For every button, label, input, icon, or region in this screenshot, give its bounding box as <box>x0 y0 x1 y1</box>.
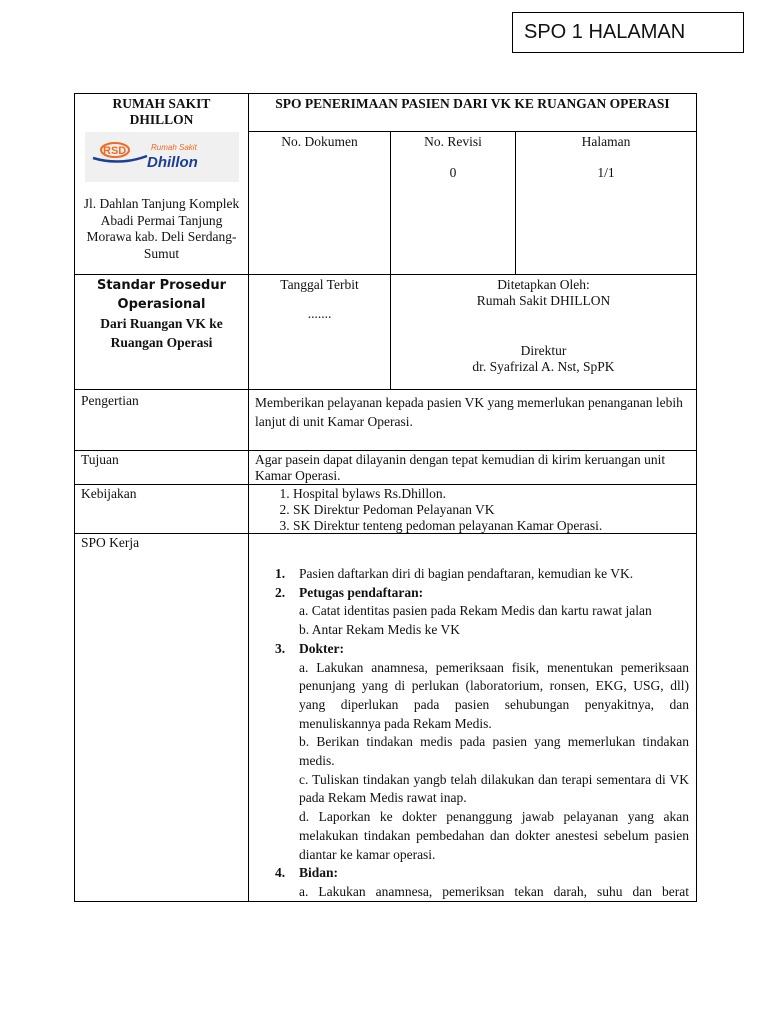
hospital-address: Jl. Dahlan Tanjung Komplek Abadi Permai Tanjung Morawa kab. Deli Serdang-Sumut <box>83 196 240 261</box>
spo-kerja-steps <box>275 565 689 902</box>
sop-label-line1: Standar Prosedur <box>96 278 227 293</box>
hospital-logo <box>85 132 239 182</box>
step-4 <box>275 864 689 883</box>
step-3-b: b. Berikan tindakan medis pada pasien yang memerlukan tindakan medis. <box>299 734 689 769</box>
doc-title: SPO PENERIMAAN PASIEN DARI VK KE RUANGAN OPERASI <box>275 96 670 111</box>
pengertian-text-cell <box>248 389 697 451</box>
spo-kerja-label: SPO Kerja <box>81 535 140 550</box>
step-number: 4. <box>275 865 286 881</box>
step-3-d: d. Laporkan ke dokter penanggung jawab pelayanan yang akan melakukan tindakan pembedahan dan dokter anestesi sebelum pasien diantar ke kamar operasi. <box>299 809 689 862</box>
pengertian-text: Memberikan pelayanan kepada pasien VK yang memerlukan penanganan lebih lanjut di unit Kamar Operasi. <box>255 395 683 429</box>
ditetapkan-org: Rumah Sakit DHILLON <box>476 293 611 308</box>
step-title: Bidan: <box>299 865 339 881</box>
step-2-a: a. Catat identitas pasien pada Rekam Medis dan kartu rawat jalan <box>299 603 652 619</box>
direktur-title: Direktur <box>520 343 567 358</box>
step-1 <box>275 565 689 584</box>
tujuan-label: Tujuan <box>81 452 119 467</box>
spo-halaman-label: SPO 1 HALAMAN <box>512 12 744 53</box>
no-revisi-label: No. Revisi <box>424 134 482 149</box>
step-number: 1. <box>275 566 286 581</box>
pengertian-label-cell <box>74 389 249 451</box>
direktur-name: dr. Syafrizal A. Nst, SpPK <box>472 359 615 374</box>
sop-subtitle-line2: Ruangan Operasi <box>110 335 213 350</box>
ditetapkan-cell <box>390 274 697 390</box>
halaman-value: 1/1 <box>597 165 615 180</box>
logo-brand: Dhillon <box>146 154 198 171</box>
step-3 <box>275 640 689 659</box>
no-revisi-value: 0 <box>449 165 457 180</box>
step-number: 2. <box>275 584 286 600</box>
no-revisi-cell <box>390 131 516 275</box>
kebijakan-item: 2. SK Direktur Pedoman Pelayanan VK <box>293 502 696 518</box>
kebijakan-item: 1. Hospital bylaws Rs.Dhillon. <box>293 486 696 502</box>
halaman-label: Halaman <box>581 134 631 149</box>
sop-label-line2: Operasional <box>117 297 206 312</box>
spo-kerja-label-cell <box>74 533 249 902</box>
step-2 <box>275 584 689 603</box>
kebijakan-item: 3. SK Direktur tenteng pedoman pelayanan Kamar Operasi. <box>293 518 696 534</box>
tujuan-text: Agar pasein dapat dilayanin dengan tepat kemudian di kirim keruangan unit Kamar Operasi. <box>255 452 666 483</box>
logo-rsd: RSD <box>102 145 126 157</box>
tanggal-terbit-cell <box>248 274 391 390</box>
kebijakan-list-cell <box>248 484 697 534</box>
spo-table <box>74 93 697 902</box>
no-dokumen-cell <box>248 131 391 275</box>
doc-title-cell <box>248 93 697 132</box>
pengertian-label: Pengertian <box>81 393 139 408</box>
spo-kerja-cell <box>248 533 697 902</box>
step-4-a: a. Lakukan anamnesa, pemeriksan tekan darah, suhu dan berat <box>299 883 689 899</box>
hospital-cell <box>74 93 249 275</box>
halaman-cell <box>515 131 697 275</box>
ditetapkan-label: Ditetapkan Oleh: <box>497 277 590 292</box>
tujuan-label-cell <box>74 450 249 485</box>
step-number: 3. <box>275 640 286 656</box>
logo-tagline: Rumah Sakit <box>150 143 197 152</box>
tujuan-text-cell <box>248 450 697 485</box>
tanggal-label: Tanggal Terbit <box>280 277 359 292</box>
no-dokumen-label: No. Dokumen <box>281 134 358 149</box>
sop-label-cell <box>74 274 249 390</box>
kebijakan-label: Kebijakan <box>81 486 137 501</box>
kebijakan-list <box>249 486 696 534</box>
step-2-b: b. Antar Rekam Medis ke VK <box>299 622 460 638</box>
step-3-a: a. Lakukan anamnesa, pemeriksaan fisik, menentukan pemeriksaan penunjang yang di perlukan (laboratorium, ronsen, EKG, USG, dll) yang diperlukan pada pasien sehubungan penyakitnya, dan menuliskannya pada Rekam Medis. <box>299 659 689 731</box>
step-title: Dokter: <box>299 640 344 656</box>
tanggal-value: ....... <box>307 306 332 321</box>
step-3-c: c. Tuliskan tindakan yangb telah dilakukan dan terapi sementara di VK pada Rekam Medis rawat inap. <box>299 771 689 806</box>
step-title: Petugas pendaftaran: <box>299 584 424 600</box>
hospital-name: RUMAH SAKIT DHILLON <box>112 96 211 127</box>
sop-subtitle-line1: Dari Ruangan VK ke <box>100 316 223 331</box>
kebijakan-label-cell <box>74 484 249 534</box>
step-text: Pasien daftarkan diri di bagian pendaftaran, kemudian ke VK. <box>299 566 634 581</box>
